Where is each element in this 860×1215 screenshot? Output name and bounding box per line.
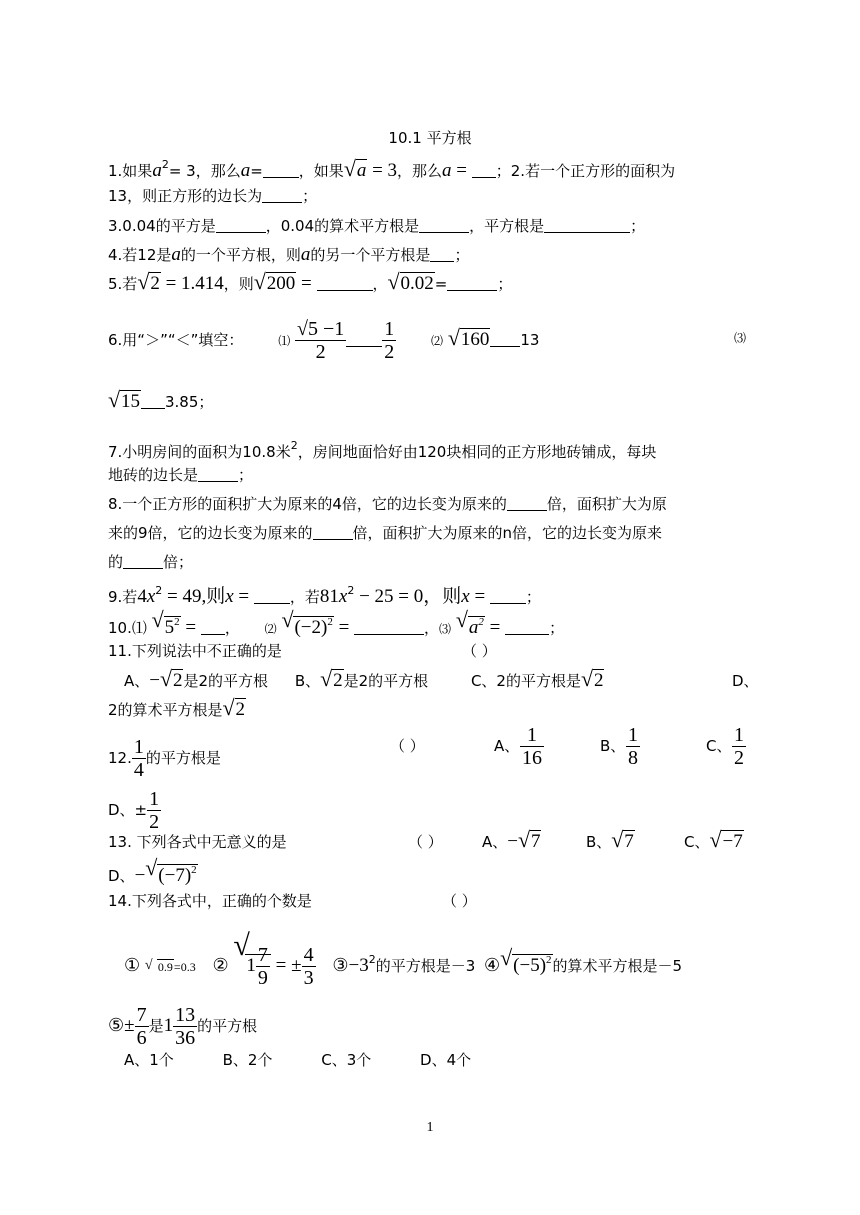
- question-7: 7.小明房间的面积为10.8米$^2$，房间地面恰好由120块相同的正方形地砖铺成，每块: [108, 439, 657, 461]
- question-13-cont: D、− √ $(-7)^2$: [108, 855, 197, 886]
- question-14-statement-5: ⑤± $\frac{7}{6}$ 是1 $\frac{13}{36}$ 的平方根: [108, 1004, 258, 1049]
- question-11-options: A、− √ 2是2的平方根 B、 √ 2是2的平方根 C、2的平方根是 √ 2 D、: [124, 666, 759, 691]
- question-1: 1.如果$a^2= 3$，那么a= ，如果 √ a = 3，那么a = ；2.若一个正方形的面积为: [108, 156, 676, 181]
- question-8: 8.一个正方形的面积扩大为原来的4倍，它的边长变为原来的 倍，面积扩大为原: [108, 495, 667, 513]
- fraction: $\frac{7}{9}$: [257, 944, 268, 990]
- question-14: 14.下列各式中，正确的个数是 （ ）: [108, 892, 477, 910]
- question-4: 4.若12是a的一个平方根，则a的另一个平方根是 ；: [108, 244, 470, 265]
- question-12: 12. $\frac{1}{4}$ 的平方根是 （ ） A、 $\frac{1}{16}$ B、 $\frac{1}{8}$ C、 $\frac{1}{2}$: [108, 724, 744, 781]
- question-6-cont: √ 15 3.85；: [108, 387, 214, 412]
- fraction: $\frac{1}{2}$: [384, 318, 395, 363]
- question-12-cont: D、± $\frac{1}{2}$: [108, 788, 160, 833]
- fraction: $\frac{1}{4}$: [133, 736, 144, 781]
- question-8-cont: 来的9倍，它的边长变为原来的 倍，面积扩大为原来的n倍，它的边长变为原来: [108, 524, 663, 542]
- page-title: 10.1 平方根: [388, 129, 472, 147]
- page-number: 1: [426, 1120, 434, 1135]
- question-5: 5.若 √ 2 = 1.414，则 √ 200 = ， √ 0.02= ；: [108, 269, 513, 294]
- question-14-statements: ① √ 0.9=0.3 ② √ 1 $\frac{7}{9}$ = ± $\frac{4}{3}$ $③-3^2$的平方根是－3 ④ √ $(-5)^2$的算术平方根是－5: [124, 929, 683, 990]
- question-9: 9.若$4x^2 = 49$,则x = ，若$81x^2 - 25 = 0$，则x = ；: [108, 584, 541, 607]
- question-11: 11.下列说法中不正确的是 （ ）: [108, 642, 497, 660]
- fraction: $\frac{1}{16}$: [522, 724, 542, 769]
- fraction: $\frac{1}{8}$: [628, 724, 638, 769]
- question-13: 13. 下列各式中无意义的是 （ ） A、− √ 7 B、 √ 7 C、 √ −7: [108, 827, 743, 852]
- fraction: $\frac{7}{6}$: [136, 1004, 147, 1049]
- fraction: $\frac{√5 -1}{2}$: [296, 318, 345, 363]
- question-14-options: A、1个 B、2个 C、3个 D、4个: [124, 1051, 472, 1069]
- question-7-cont: 地砖的边长是 ；: [108, 466, 254, 484]
- question-1-cont: 13，则正方形的边长为 ；: [108, 187, 318, 205]
- question-3: 3.0.04的平方是 ，0.04的算术平方根是 ，平方根是 ；: [108, 217, 646, 235]
- fraction: $\frac{4}{3}$: [303, 944, 314, 989]
- fraction: $\frac{13}{36}$: [175, 1004, 196, 1049]
- question-8-cont2: 的 倍；: [108, 553, 194, 571]
- fraction: $\frac{1}{2}$: [149, 788, 160, 833]
- fraction: $\frac{1}{2}$: [734, 724, 744, 769]
- question-6: 6.用“＞”“＜”填空： ⑴ $\frac{√5 -1}{2}$ $\frac{1}{2}$ ⑵ √ 160 13 ⑶: [108, 318, 747, 363]
- question-10: 10.⑴ √ $5^2$ = ， ⑵ √ $(-2)^2$ = ，⑶ √ $a^2$ = ；: [108, 607, 565, 638]
- question-11-cont: 2的算术平方根是 √ 2: [108, 695, 246, 720]
